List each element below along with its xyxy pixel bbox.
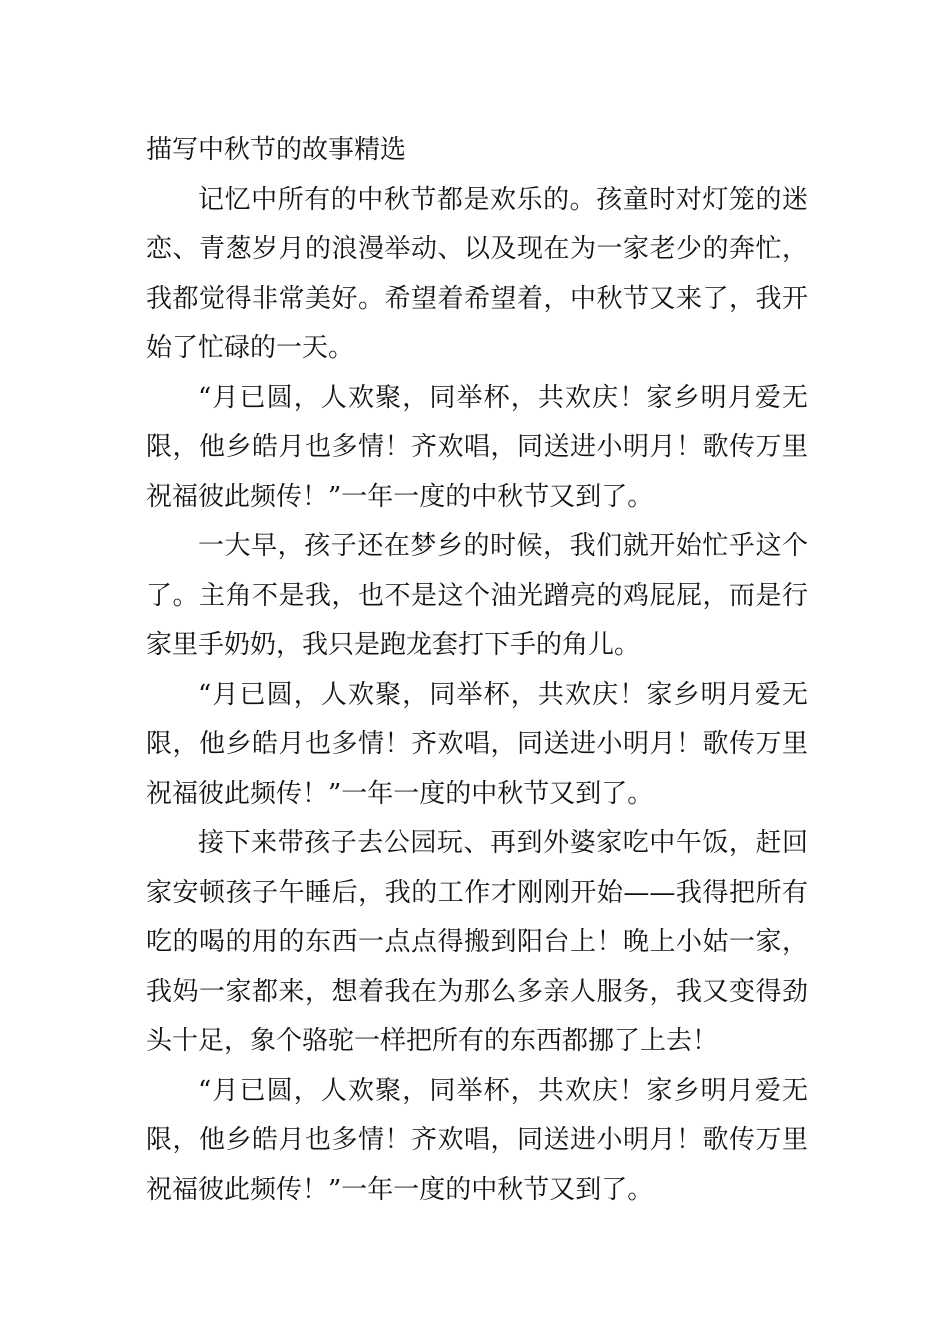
document-title: 描写中秋节的故事精选	[146, 135, 407, 165]
paragraph-5: 接下来带孩子去公园玩、再到外婆家吃中午饭，赶回家安顿孩子午睡后，我的工作才刚刚开始——我得把所有吃的喝的用的东西一点点得搬到阳台上！晚上小姑一家，我妈一家都来，想着我在为那么多亲人服务，我又变得劲头十足，象个骆驼一样把所有的东西都挪了上去！	[146, 828, 808, 1056]
paragraph-2: “月已圆，人欢聚，同举杯，共欢庆！家乡明月爱无限，他乡皓月也多情！齐欢唱，同送进小明月！歌传万里祝福彼此频传！”一年一度的中秋节又到了。	[146, 382, 808, 512]
paragraph-4: “月已圆，人欢聚，同举杯，共欢庆！家乡明月爱无限，他乡皓月也多情！齐欢唱，同送进小明月！歌传万里祝福彼此频传！”一年一度的中秋节又到了。	[146, 679, 808, 809]
paragraph-6: “月已圆，人欢聚，同举杯，共欢庆！家乡明月爱无限，他乡皓月也多情！齐欢唱，同送进小明月！歌传万里祝福彼此频传！”一年一度的中秋节又到了。	[146, 1075, 808, 1205]
document-body	[146, 126, 808, 1215]
paragraph-1: 记忆中所有的中秋节都是欢乐的。孩童时对灯笼的迷恋、青葱岁月的浪漫举动、以及现在为一家老少的奔忙，我都觉得非常美好。希望着希望着，中秋节又来了，我开始了忙碌的一天。	[146, 184, 808, 363]
paragraph-3: 一大早，孩子还在梦乡的时候，我们就开始忙乎这个了。主角不是我，也不是这个油光蹭亮的鸡屁屁，而是行家里手奶奶，我只是跑龙套打下手的角儿。	[146, 531, 808, 660]
